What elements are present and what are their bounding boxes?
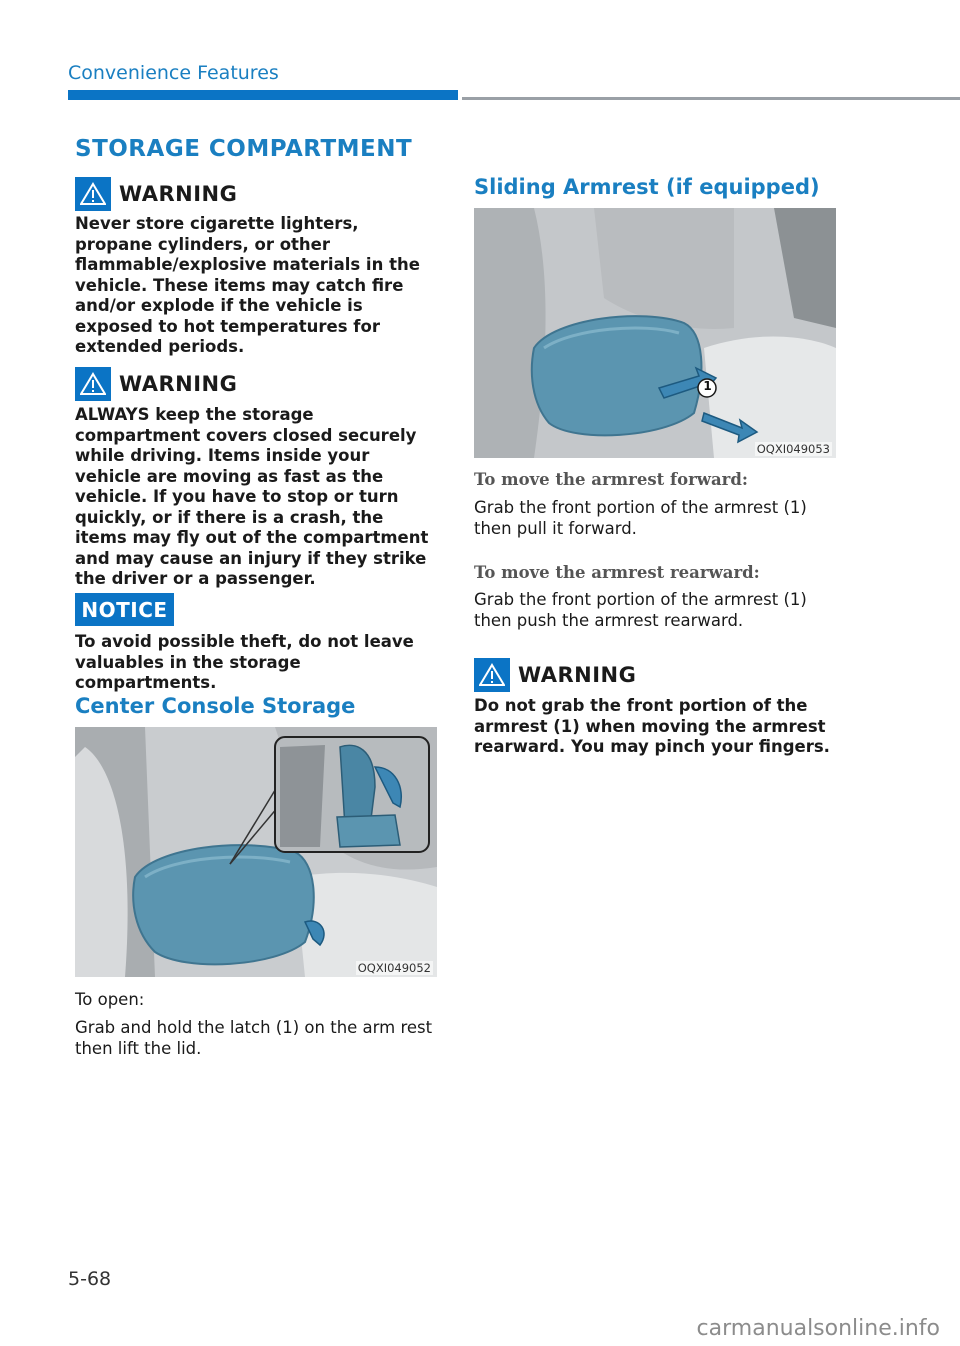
warning-heading: [474, 658, 636, 692]
console-title: Center Console Storage: [75, 694, 356, 718]
figure-code: OQXI049053: [756, 442, 830, 456]
warning-label: WARNING: [119, 182, 238, 206]
notice-text: To avoid possible theft, do not leave valuables in the storage compartments.: [75, 632, 414, 692]
forward-text: Grab the front portion of the armrest (1) then pull it forward.: [474, 498, 807, 538]
warning-label: WARNING: [518, 663, 637, 687]
watermark: carmanualsonline.info: [696, 1316, 940, 1341]
warning-triangle-icon: [474, 658, 510, 692]
warning-triangle-icon: [75, 177, 111, 211]
warning-heading: [75, 177, 237, 211]
warning-label: WARNING: [119, 372, 238, 396]
warning-triangle-icon: [75, 367, 111, 401]
sliding-armrest-figure: [474, 208, 836, 458]
figure-code: OQXI049052: [357, 961, 431, 975]
notice-badge: NOTICE: [75, 593, 174, 626]
header-divider-blue: [68, 90, 458, 100]
console-figure: [75, 727, 437, 977]
warning-text: Never store cigarette lighters, propane cylinders, or other flammable/explosive materials in the vehicle. These items may catch fire and/or explode if the vehicle is exposed to hot temperatures for extended periods.: [75, 214, 420, 356]
page-number: 5-68: [68, 1268, 112, 1290]
warning-text: ALWAYS keep the storage compartment covers closed securely while driving. Items inside your vehicle are moving as fast as the vehicle. If you have to stop or turn quickly, or if there is a crash, the items may fly out of the compartment and may cause an injury if they strike the driver or a passenger.: [75, 405, 429, 588]
open-label: To open:: [75, 990, 145, 1009]
rearward-text: Grab the front portion of the armrest (1) then push the armrest rearward.: [474, 590, 807, 630]
section-title: STORAGE COMPARTMENT: [75, 136, 413, 162]
warning-text: Do not grab the front portion of the armrest (1) when moving the armrest rearward. You may pinch your fingers.: [474, 696, 830, 756]
header-title: Convenience Features: [68, 62, 279, 84]
rearward-heading: To move the armrest rearward:: [474, 563, 760, 582]
header-divider-gray: [462, 97, 960, 100]
forward-heading: To move the armrest forward:: [474, 470, 748, 489]
open-text: Grab and hold the latch (1) on the arm rest then lift the lid.: [75, 1018, 433, 1058]
warning-heading: [75, 367, 237, 401]
callout-number: 1: [703, 379, 712, 393]
sliding-armrest-title: Sliding Armrest (if equipped): [474, 175, 820, 199]
